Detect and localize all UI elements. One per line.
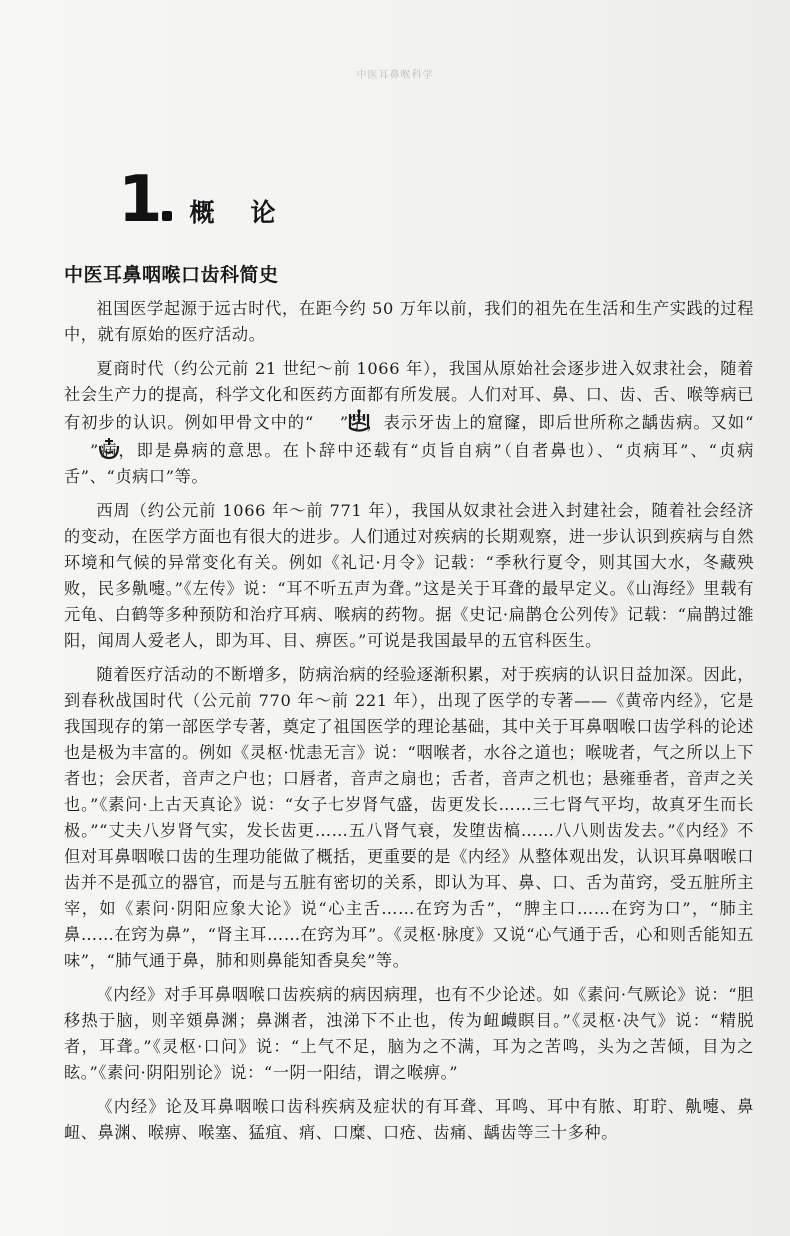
chapter-heading: [118, 163, 312, 237]
chapter-number: 1: [118, 163, 160, 237]
paragraph-4: 随着医疗活动的不断增多，防病治病的经验逐渐积累，对于疾病的认识日益加深。因此，到春秋战国时代（公元前 770 年～前 221 年），出现了医学的专著——《黄帝内经》，它是我国现存的第一部医学专著，奠定了祖国医学的理论基础，其中关于耳鼻咽喉口齿学科的论述也是极为丰富的。例如《灵枢·忧恚无言》说：“咽喉者，水谷之道也；喉咙者，气之所以上下者也；会厌者，音声之户也；口唇者，音声之扇也；舌者，音声之机也；悬雍垂者，音声之关也。”《素问·上古天真论》说：“女子七岁肾气盛，齿更发长……三七肾气平均，故真牙生而长极。”“丈夫八岁肾气实，发长齿更……五八肾气衰，发堕齿槁……八八则齿发去。”《内经》不但对耳鼻咽喉口齿的生理功能做了概括，更重要的是《内经》从整体观出发，认识耳鼻咽喉口齿并不是孤立的器官，而是与五脏有密切的关系，即认为耳、鼻、口、舌为苗窍，受五脏所主宰，如《素问·阴阳应象大论》说“心主舌……在窍为舌”，“脾主口……在窍为口”，“肺主鼻……在窍为鼻”，“肾主耳……在窍为耳”。《灵枢·脉度》又说“心气通于舌，心和则舌能知五味”，“肺气通于鼻，肺和则鼻能知香臭矣”等。: [64, 665, 754, 970]
body-text: [64, 296, 754, 1154]
oracle-bone-nose-glyph-icon: [64, 436, 90, 462]
chapter-title: 概论: [189, 198, 312, 227]
oracle-bone-teeth-glyph-icon: [314, 408, 340, 434]
paragraph-3: 西周（约公元前 1066 年～前 771 年），我国从奴隶社会进入封建社会，随着社会经济的变动，在医学方面也有很大的进步。人们通过对疾病的长期观察，进一步认识到疾病与自然环境和气候的异常变化有关。例如《礼记·月令》记载：“季秋行夏令，则其国大水，冬藏殃败，民多鼽嚏。”《左传》说：“耳不听五声为聋。”这是关于耳聋的最早定义。《山海经》里载有元龟、白鹤等多种预防和治疗耳病、喉病的药物。据《史记·扁鹊仓公列传》记载：“扁鹊过雒阳，闻周人爱老人，即为耳、目、痹医。”可说是我国最早的五官科医生。: [64, 501, 754, 650]
chapter-number-dot: [162, 211, 172, 221]
paragraph-2: [64, 356, 754, 490]
paragraph-2-part-a: 夏商时代（约公元前 21 世纪～前 1066 年），我国从原始社会逐步进入奴隶社会，随着社会生产力的提高，科学文化和医药方面都有所发展。人们对耳、鼻、口、齿、舌、喉等病已有初步的认识。例如甲骨文中的“: [64, 359, 754, 432]
paragraph-6: 《内经》论及耳鼻咽喉口齿科疾病及症状的有耳聋、耳鸣、耳中有脓、耵聍、鼽嚏、鼻衄、鼻渊、喉痹、喉塞、猛疽、痟、口糜、口疮、齿痛、龋齿等三十多种。: [64, 1097, 754, 1142]
section-title: 中医耳鼻咽喉口齿科简史: [64, 264, 279, 286]
paragraph-2-part-c: ”病，即是鼻病的意思。在卜辞中还载有“贞旨自病”（自者鼻也）、“贞病耳”、“贞病舌”、“贞病口”等。: [64, 441, 754, 486]
paragraph-1: 祖国医学起源于远古时代，在距今约 50 万年以前，我们的祖先在生活和生产实践的过程中，就有原始的医疗活动。: [64, 299, 754, 344]
paragraph-5: 《内经》对手耳鼻咽喉口齿疾病的病因病理，也有不少论述。如《素问·气厥论》说：“胆移热于脑，则辛頞鼻渊；鼻渊者，浊涕下不止也，传为衄衊瞑目。”《灵枢·决气》说：“精脱者，耳聋。”《灵枢·口问》说：“上气不足，脑为之不满，耳为之苦鸣，头为之苦倾，目为之眩。”《素问·阴阳别论》说：“一阴一阳结，谓之喉痹。”: [64, 985, 754, 1082]
running-head: 中医耳鼻喉科学: [356, 70, 434, 81]
paragraph-2-part-b: ”字，表示牙齿上的窟窿，即后世所称之龋齿病。又如“: [339, 413, 754, 432]
